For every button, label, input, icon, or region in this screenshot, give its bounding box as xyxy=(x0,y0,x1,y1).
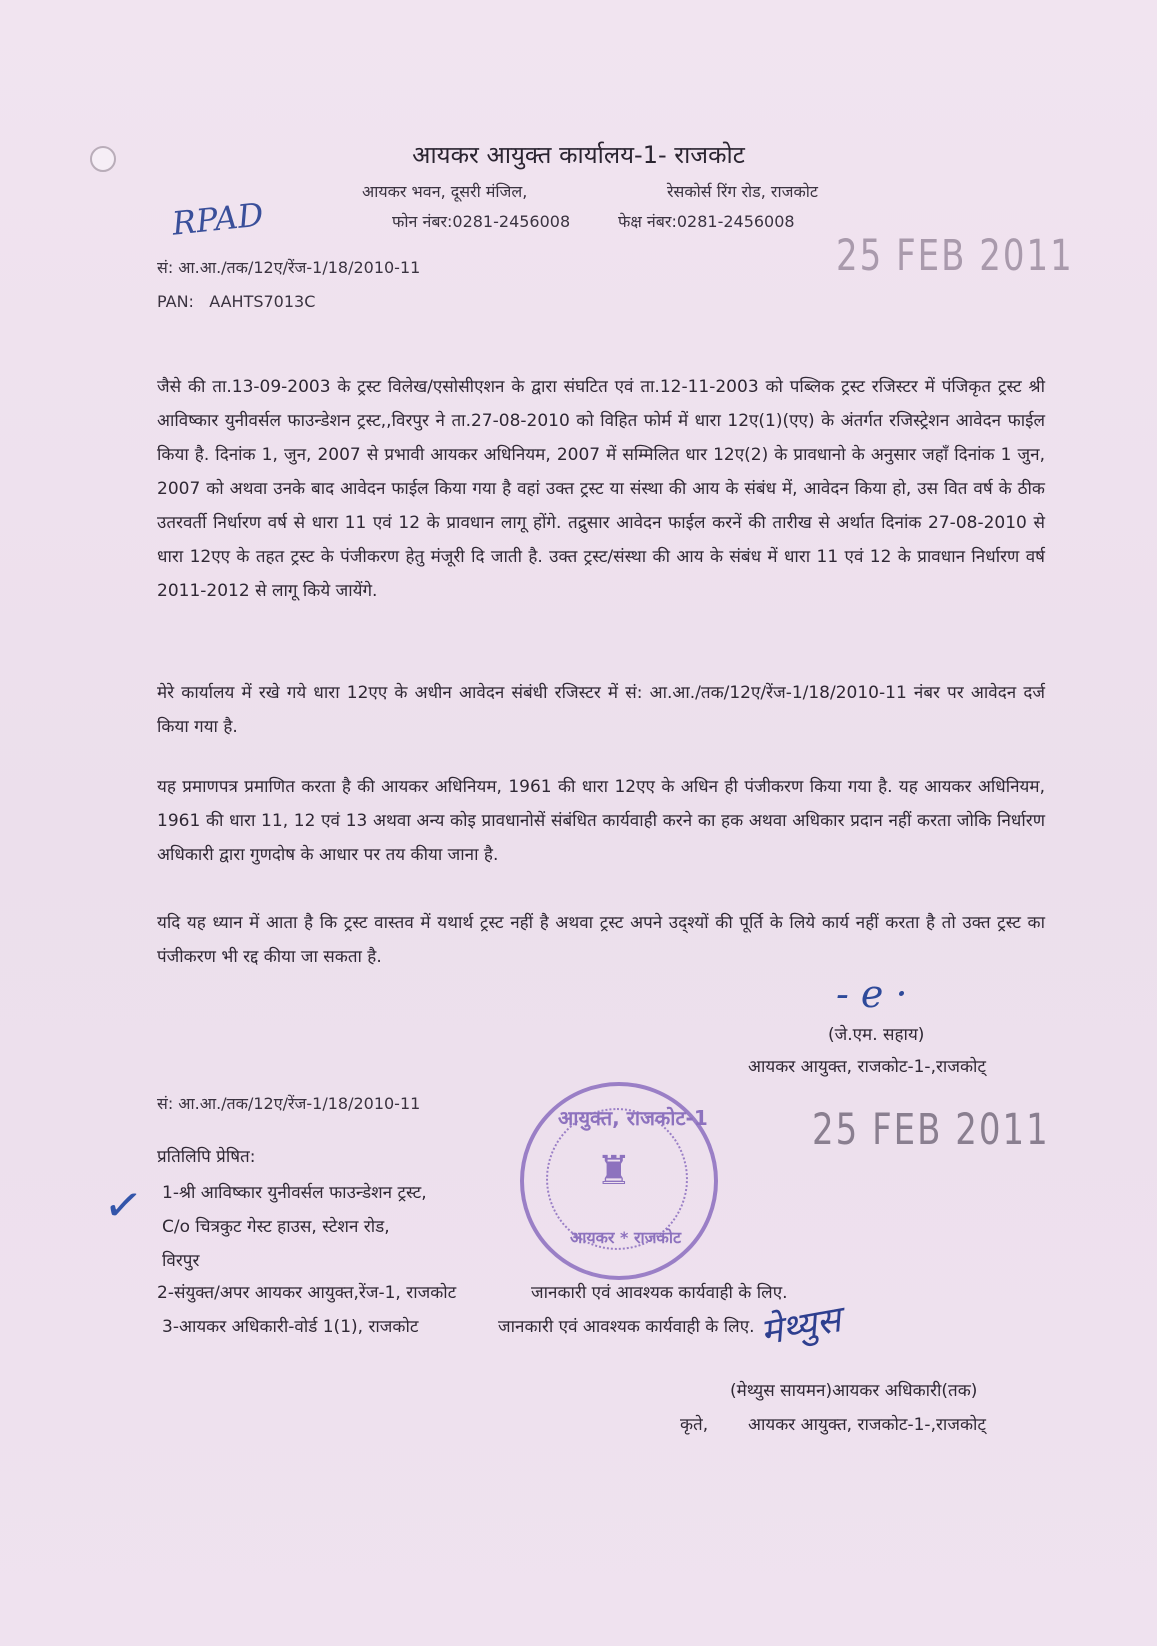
copy-item-1-line-2: C/o चित्रकुट गेस्ट हाउस, स्टेशन रोड, xyxy=(162,1217,390,1237)
office-title: आयकर आयुक्त कार्यालय-1- राजकोट xyxy=(412,141,745,169)
fax-number: फेक्ष नंबर:0281-2456008 xyxy=(618,212,795,231)
second-signatory-name: (मेथ्युस सायमन)आयकर अधिकारी(तक) xyxy=(730,1381,978,1401)
copy-item-1-line-3: विरपुर xyxy=(162,1251,200,1271)
paragraph-2: मेरे कार्यालय में रखे गये धारा 12एए के अधीन आवेदन संबंधी रजिस्टर में सं: आ.आ./तक/12ए/रेंज-1/18/2010-11 नंबर पर आवेदन दर्ज किया गया है. xyxy=(157,683,1045,737)
address-right: रेसकोर्स रिंग रोड, राजकोट xyxy=(667,182,818,201)
signatory-name: (जे.एम. सहाय) xyxy=(828,1025,925,1045)
phone-number: फोन नंबर:0281-2456008 xyxy=(392,212,571,231)
date-stamp-top: 25 FEB 2011 xyxy=(836,231,1074,281)
copy-to-heading: प्रतिलिपि प्रेषित: xyxy=(157,1147,256,1167)
signature-mark: - e · xyxy=(836,972,908,1016)
second-signatory-designation: आयकर आयुक्त, राजकोट-1-,राजकोट् xyxy=(748,1415,986,1435)
handwritten-signature: मेथ्युस xyxy=(757,1299,844,1354)
copy-item-2: 2-संयुक्त/अपर आयकर आयुक्त,रेंज-1, राजकोट xyxy=(157,1283,457,1303)
pan-label: PAN: xyxy=(157,292,194,311)
paragraph-4: यदि यह ध्यान में आता है कि ट्रस्ट वास्तव में यथार्थ ट्रस्ट नहीं है अथवा ट्रस्ट अपने उद्श्यों की पूर्ति के लिये कार्य नहीं करता है तो उक्त ट्रस्ट का पंजीकरण भी रद्द कीया जा सकता है. xyxy=(157,913,1045,967)
handwritten-rpad: RPAD xyxy=(170,195,266,243)
copy-item-2-purpose: जानकारी एवं आवश्यक कार्यवाही के लिए. xyxy=(531,1283,788,1303)
copy-item-3-purpose: जानकारी एवं आवश्यक कार्यवाही के लिए. xyxy=(498,1317,755,1337)
copy-item-1-line-1: 1-श्री आविष्कार युनीवर्सल फाउन्डेशन ट्रस्ट, xyxy=(162,1183,427,1203)
date-stamp-bottom: 25 FEB 2011 xyxy=(812,1105,1050,1155)
emblem-icon: ♜ xyxy=(596,1148,632,1194)
paragraph-1: जैसे की ता.13-09-2003 के ट्रस्ट विलेख/एसोसीएशन के द्वारा संघटित एवं ता.12-11-2003 को पब्लिक ट्रस्ट रजिस्टर में पंजिकृत ट्रस्ट श्री आविष्कार युनीवर्सल फाउन्डेशन ट्रस्ट,,विरपुर ने ता.27-08-2010 को विहित फोर्म में धारा 12ए(1)(एए) के अंतर्गत रजिस्ट्रेशन आवेदन फाईल किया है. दिनांक 1, जुन, 2007 से प्रभावी आयकर अधिनियम, 2007 में सम्मिलित धार 12ए(2) के प्रावधानो के अनुसार जहाँ दिनांक 1 जुन, 2007 को अथवा उनके बाद आवेदन फाईल किया गया है वहां उक्त ट्रस्ट या संस्था की आय के संबंध में, आवेदन किया हो, उस वित वर्ष के ठीक उतरवर्ती निर्धारण वर्ष से धारा 11 एवं 12 के प्रावधान लागू होंगे. तद्रुसार आवेदन फाईल करनें की तारीख से अर्थात दिनांक 27-08-2010 से धारा 12एए के तहत ट्रस्ट के पंजीकरण हेतु मंजूरी दि जाती है. उक्त ट्रस्ट/संस्था की आय के संबंध में धारा 11 एवं 12 के प्रावधान निर्धारण वर्ष 2011-2012 से लागू किये जायेंगे. xyxy=(157,377,1045,601)
address-left: आयकर भवन, दूसरी मंजिल, xyxy=(362,182,528,201)
paragraph-3: यह प्रमाणपत्र प्रमाणित करता है की आयकर अधिनियम, 1961 की धारा 12एए के अधिन ही पंजीकरण किया गया है. यह आयकर अधिनियम, 1961 की धारा 11, 12 एवं 13 अथवा अन्य कोइ प्रावधानोसें संबंधित कार्यवाही करने का हक अथवा अधिकार प्रदान नहीं करता जोकि निर्धारण अधिकारी द्वारा गुणदोष के आधार पर तय कीया जाना है. xyxy=(157,777,1045,865)
second-signatory-prefix: कृते, xyxy=(680,1415,709,1435)
pan-value: AAHTS7013C xyxy=(209,292,316,311)
seal-bottom-text: आयकर * राजकोट xyxy=(570,1228,682,1247)
office-seal xyxy=(520,1082,718,1280)
copy-item-3: 3-आयकर अधिकारी-वोर्ड 1(1), राजकोट xyxy=(162,1317,419,1337)
seal-top-text: आयुक्त, राजकोट-1 xyxy=(558,1106,708,1130)
pan-line xyxy=(157,292,315,311)
check-mark-icon: ✓ xyxy=(100,1175,147,1235)
reference-number: सं: आ.आ./तक/12ए/रेंज-1/18/2010-11 xyxy=(157,258,421,277)
signatory-designation: आयकर आयुक्त, राजकोट-1-,राजकोट् xyxy=(748,1057,986,1077)
reference-number-2: सं: आ.आ./तक/12ए/रेंज-1/18/2010-11 xyxy=(157,1094,421,1113)
